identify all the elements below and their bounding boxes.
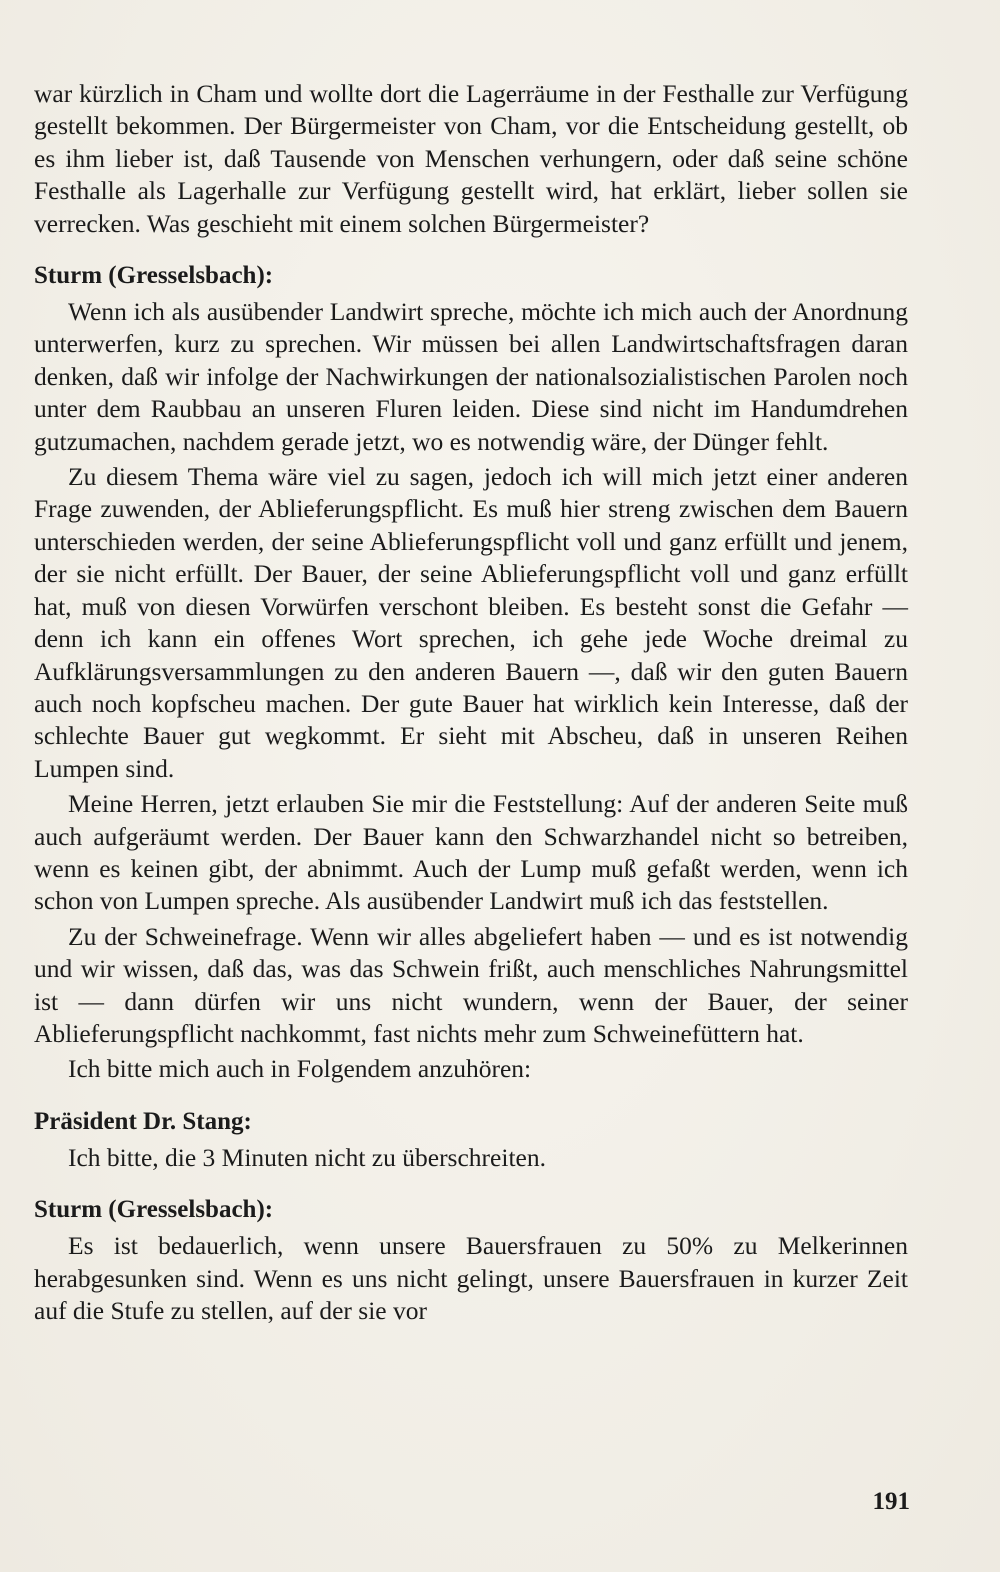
paragraph-cham-mayor: war kürzlich in Cham und wollte dort die Lagerräume in der Festhalle zur Verfügung gestellt bekommen. Der Bürgermeister von Cham, vor die Entscheidung gestellt, ob es ihm lieber ist, daß Tausende von Menschen verhungern, oder daß seine schöne Festhalle als Lagerhalle zur Verfügung gestellt wird, hat erklärt, lieber sollen sie verrecken. Was geschieht mit einem solchen Bürgermeister? — [34, 79, 908, 238]
page-number: 191 — [872, 1488, 910, 1515]
paragraph-bauersfrauen: Es ist bedauerlich, wenn unsere Bauersfrauen zu 50% zu Melkerinnen herabgesunken sind. Wenn es uns nicht gelingt, unsere Bauersfrauen in kurzer Zeit auf die Stufe zu stellen, auf der sie vor — [34, 1231, 908, 1325]
speaker-heading-sturm-2: Sturm (Gresselsbach): — [34, 1196, 274, 1224]
paragraph-schweinefrage: Zu der Schweinefrage. Wenn wir alles abgeliefert haben — und es ist notwendig und wir wissen, daß das, was das Schwein frißt, auch menschliches Nahrungsmittel ist — dann dürfen wir uns nicht wundern, wenn der Bauer, der seiner Ablieferungspflicht nachkommt, fast nichts mehr zum Schweinefüttern hat. — [34, 921, 908, 1048]
paragraph-drei-minuten: Ich bitte, die 3 Minuten nicht zu überschreiten. — [68, 1142, 546, 1172]
paragraph-ablieferungspflicht: Zu diesem Thema wäre viel zu sagen, jedoch ich will mich jetzt einer anderen Frage zuwenden, der Ablieferungspflicht. Es muß hier streng zwischen dem Bauern unterschieden werden, der seine Ablieferungspflicht voll und ganz erfüllt und jenem, der sie nicht erfüllt. Der Bauer, der seine Ablieferungspflicht voll und ganz erfüllt hat, muß von diesen Vorwürfen verschont bleiben. Es besteht sonst die Gefahr — denn ich kann ein offenes Wort sprechen, ich gehe jede Woche dreimal zu Aufklärungsversammlungen zu den anderen Bauern —, daß wir den guten Bauern auch noch kopfscheu machen. Der gute Bauer hat wirklich kein Interesse, daß der schlechte Bauer gut wegkommt. Er sieht mit Abscheu, daß in unseren Reihen Lumpen sind. — [34, 462, 908, 783]
speaker-heading-sturm: Sturm (Gresselsbach): — [34, 262, 274, 290]
paragraph-bitte-anhoeren: Ich bitte mich auch in Folgendem anzuhören: — [68, 1054, 532, 1084]
paragraph-schwarzhandel: Meine Herren, jetzt erlauben Sie mir die Feststellung: Auf der anderen Seite muß auch aufgeräumt werden. Der Bauer kann den Schwarzhandel nicht so betreiben, wenn es keinen gibt, der abnimmt. Auch der Lump muß gefaßt werden, wenn ich schon von Lumpen spreche. Als ausübender Landwirt muß ich das feststellen. — [34, 789, 908, 916]
speaker-heading-praesident: Präsident Dr. Stang: — [34, 1107, 252, 1135]
paragraph-landwirt-raubbau: Wenn ich als ausübender Landwirt spreche, möchte ich mich auch der Anordnung unterwerfen, kurz zu sprechen. Wir müssen bei allen Landwirtschaftsfragen daran denken, daß wir infolge der Nachwirkungen der nationalsozialistischen Parolen noch unter dem Raubbau an unseren Fluren leiden. Diese sind nicht im Handumdrehen gutzumachen, nachdem gerade jetzt, wo es notwendig wäre, der Dünger fehlt. — [34, 297, 908, 456]
